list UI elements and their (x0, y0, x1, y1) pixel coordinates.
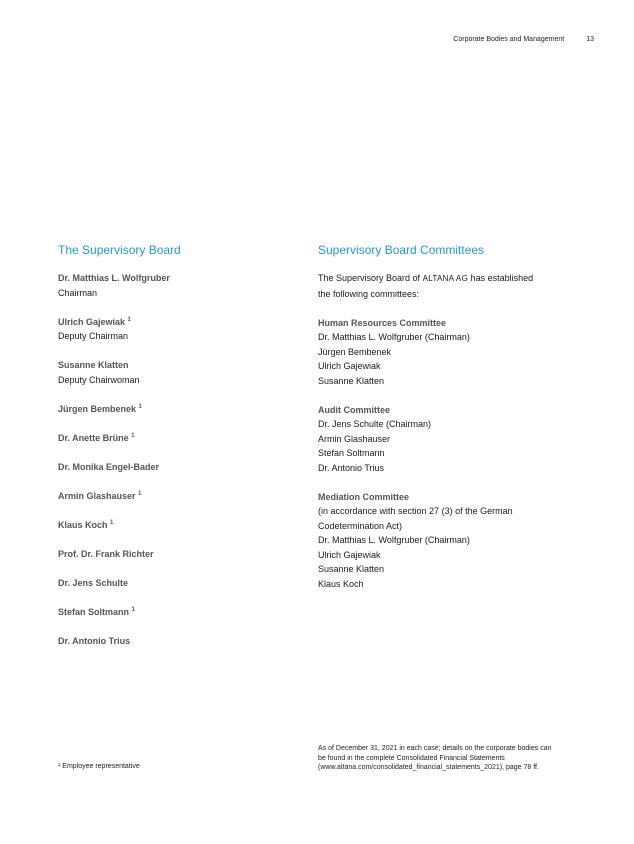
committee-name: Audit Committee (318, 404, 390, 415)
member-name: Dr. Matthias L. Wolfgruber (58, 273, 170, 283)
committee-line: Armin Glashauser (318, 433, 391, 444)
committees-column (318, 242, 568, 606)
board-member (58, 271, 288, 300)
member-name: Dr. Monika Engel-Bader (58, 461, 160, 472)
intro-text-after: has established (468, 273, 534, 283)
member-name: Stefan Soltmann $^1$ (58, 606, 135, 617)
committee-line: Ulrich Gajewiak (318, 361, 381, 371)
board-member (58, 518, 288, 533)
intro-company: ALTANA AG (422, 274, 469, 283)
board-member (58, 315, 288, 344)
board-member (58, 431, 288, 446)
member-name: Dr. Anette Brüne $^1$ (58, 432, 135, 443)
committee (318, 316, 568, 389)
committee-line: Susanne Klatten (318, 564, 385, 574)
page-number: 13 (586, 36, 594, 43)
committee-line: Ulrich Gajewiak (318, 549, 381, 560)
committee-line: Dr. Jens Schulte (Chairman) (318, 419, 432, 429)
intro-line-2: the following committees: (318, 288, 420, 299)
member-name: Dr. Antonio Trius (58, 635, 131, 646)
footnote-marker: 1 (138, 403, 142, 410)
committee (318, 490, 568, 592)
committees-intro (318, 271, 568, 301)
page-header (453, 36, 594, 43)
member-name: Klaus Koch $^1$ (58, 519, 114, 530)
board-member (58, 576, 288, 591)
footnote: ¹ Employee representative (58, 763, 140, 770)
footnote-marker: 1 (127, 316, 131, 323)
note-line: (www.altana.com/consolidated_financial_statements_2021), page 78 ff. (318, 764, 539, 771)
supervisory-board-title: The Supervisory Board (58, 243, 181, 257)
footnote-marker: 1 (131, 606, 135, 613)
footnote-marker: 1 (138, 490, 142, 497)
member-name: Ulrich Gajewiak $^1$ (58, 316, 131, 327)
committee-line: Stefan Soltmann (318, 448, 385, 458)
footnote-marker: 1 (110, 519, 114, 526)
committees-title: Supervisory Board Committees (318, 243, 485, 257)
note-line: As of December 31, 2021 in each case; details on the corporate bodies can (318, 745, 552, 752)
footnote-marker: 1 (131, 432, 135, 439)
committee-line: (in accordance with section 27 (3) of the German (318, 506, 513, 516)
committee-line: Codetermination Act) (318, 520, 403, 531)
committee-line: Dr. Matthias L. Wolfgruber (Chairman) (318, 332, 470, 342)
member-role: Deputy Chairwoman (58, 374, 140, 385)
committee-line: Dr. Antonio Trius (318, 462, 385, 473)
note-line: be found in the complete Consolidated Financial Statements (318, 754, 505, 762)
member-name: Prof. Dr. Frank Richter (58, 548, 154, 559)
member-name: Susanne Klatten (58, 360, 129, 370)
committee (318, 403, 568, 476)
committee-line: Dr. Matthias L. Wolfgruber (Chairman) (318, 535, 470, 545)
committee-name: Mediation Committee (318, 491, 410, 502)
committee-name: Human Resources Committee (318, 317, 447, 328)
committee-line: Jürgen Bembenek (318, 346, 392, 357)
board-member (58, 634, 288, 649)
board-member (58, 460, 288, 475)
member-name: Jürgen Bembenek $^1$ (58, 403, 142, 414)
header-section: Corporate Bodies and Management (453, 36, 565, 43)
board-member (58, 402, 288, 417)
member-role: Chairman (58, 287, 98, 298)
member-role: Deputy Chairman (58, 331, 129, 341)
board-member (58, 489, 288, 504)
committee-list (318, 316, 568, 592)
member-name: Dr. Jens Schulte (58, 577, 129, 588)
member-list (58, 271, 288, 648)
committee-line: Susanne Klatten (318, 375, 385, 386)
committee-line: Klaus Koch (318, 578, 364, 589)
board-member (58, 605, 288, 620)
board-member (58, 547, 288, 562)
supervisory-board-column (58, 242, 288, 663)
reference-note (318, 744, 578, 773)
board-member (58, 358, 288, 387)
intro-text: The Supervisory Board of (318, 273, 423, 283)
member-name: Armin Glashauser $^1$ (58, 490, 142, 501)
